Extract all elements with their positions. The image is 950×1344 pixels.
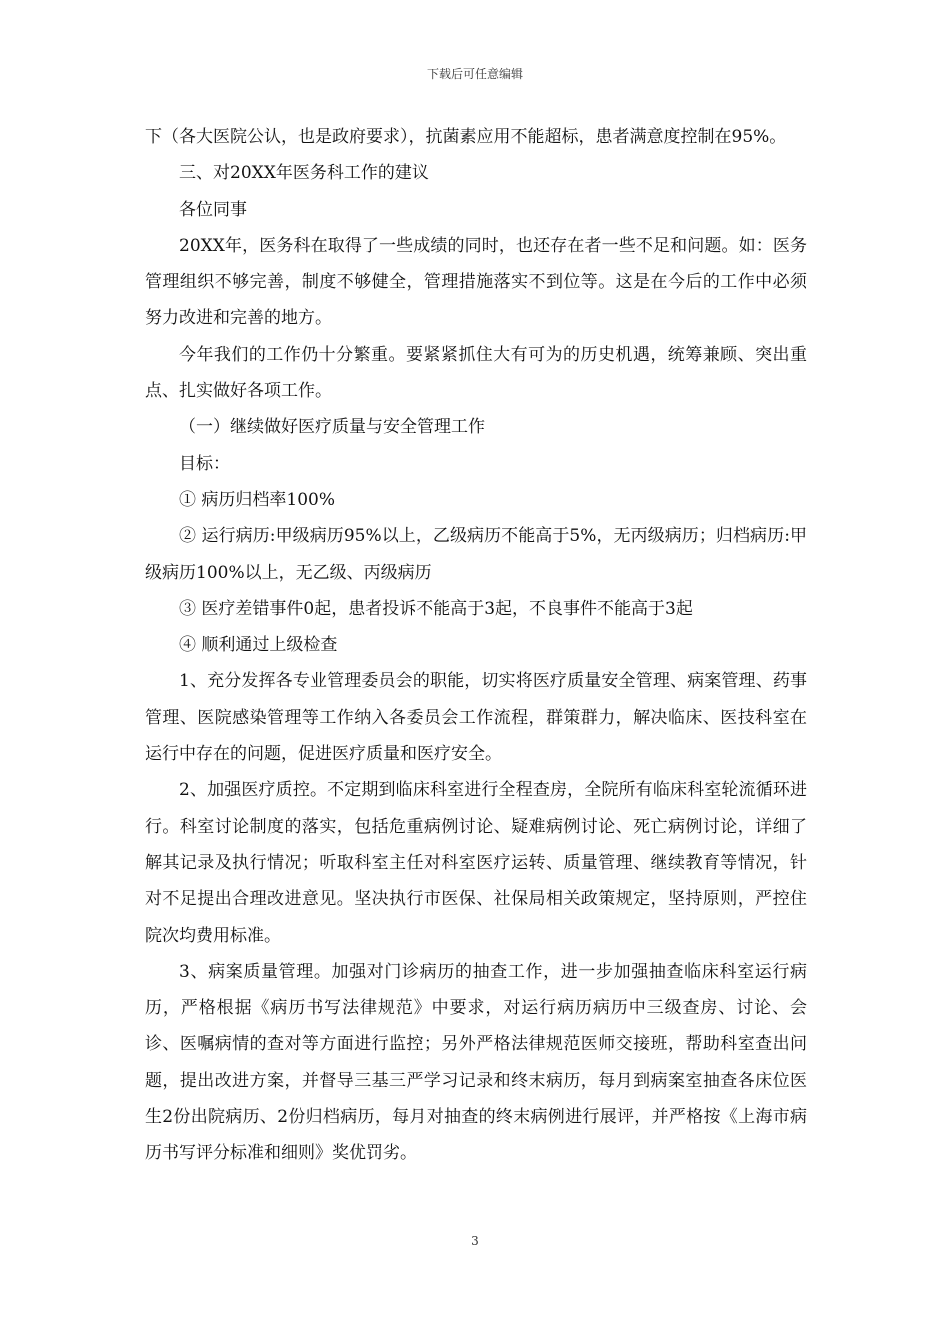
section-heading: 三、对20XX年医务科工作的建议 — [179, 163, 429, 184]
numbered-paragraph: 1、充分发挥各专业管理委员会的职能，切实将医疗质量安全管理、病案管理、药事管理、医院感染管理等工作纳入各委员会工作流程，群策群力，解决临床、医技科室在运行中存在的问题，促进医疗质量和医疗安全。 — [145, 671, 807, 765]
goal-item: ① 病历归档率100% — [179, 489, 336, 510]
page-header: 下载后可任意编辑 — [426, 67, 523, 81]
paragraph: 下（各大医院公认，也是政府要求），抗菌素应用不能超标，患者满意度控制在95%。 — [145, 127, 787, 147]
subsection-heading: （一）继续做好医疗质量与安全管理工作 — [179, 417, 485, 438]
numbered-paragraph: 2、加强医疗质控。不定期到临床科室进行全程查房，全院所有临床科室轮流循环进行。科室讨论制度的落实，包括危重病例讨论、疑难病例讨论、死亡病例讨论，详细了解其记录及执行情况；听取科室主任对科室医疗运转、质量管理、继续教育等情况，针对不足提出合理改进意见。坚决执行市医保、社保局相关政策规定，坚持原则，严控住院次均费用标准。 — [145, 780, 807, 946]
document-body — [145, 119, 807, 1172]
goal-item: ③ 医疗差错事件0起，患者投诉不能高于3起，不良事件不能高于3起 — [179, 598, 693, 619]
goal-item: ④ 顺利通过上级检查 — [179, 635, 338, 656]
goals-label: 目标： — [179, 453, 230, 474]
goal-item: ② 运行病历:甲级病历95%以上，乙级病历不能高于5%，无丙级病历；归档病历:甲级病历100%以上，无乙级、丙级病历 — [145, 526, 807, 583]
paragraph: 今年我们的工作仍十分繁重。要紧紧抓住大有可为的历史机遇，统筹兼顾、突出重点、扎实做好各项工作。 — [145, 344, 807, 402]
numbered-paragraph: 3、病案质量管理。加强对门诊病历的抽查工作，进一步加强抽查临床科室运行病历，严格根据《病历书写法律规范》中要求，对运行病历病历中三级查房、讨论、会诊、医嘱病情的查对等方面进行监控；另外严格法律规范医师交接班，帮助科室查出问题，提出改进方案，并督导三基三严学习记录和终末病历，每月到病案室抽查各床位医生2份出院病历、2份归档病历，每月对抽查的终末病例进行展评，并严格按《上海市病历书写评分标准和细则》奖优罚劣。 — [145, 961, 807, 1164]
page-number: 3 — [471, 1234, 479, 1248]
salutation: 各位同事 — [179, 199, 247, 220]
paragraph: 20XX年，医务科在取得了一些成绩的同时，也还存在者一些不足和问题。如：医务管理组织不够完善，制度不够健全，管理措施落实不到位等。这是在今后的工作中必须努力改进和完善的地方。 — [145, 235, 807, 329]
